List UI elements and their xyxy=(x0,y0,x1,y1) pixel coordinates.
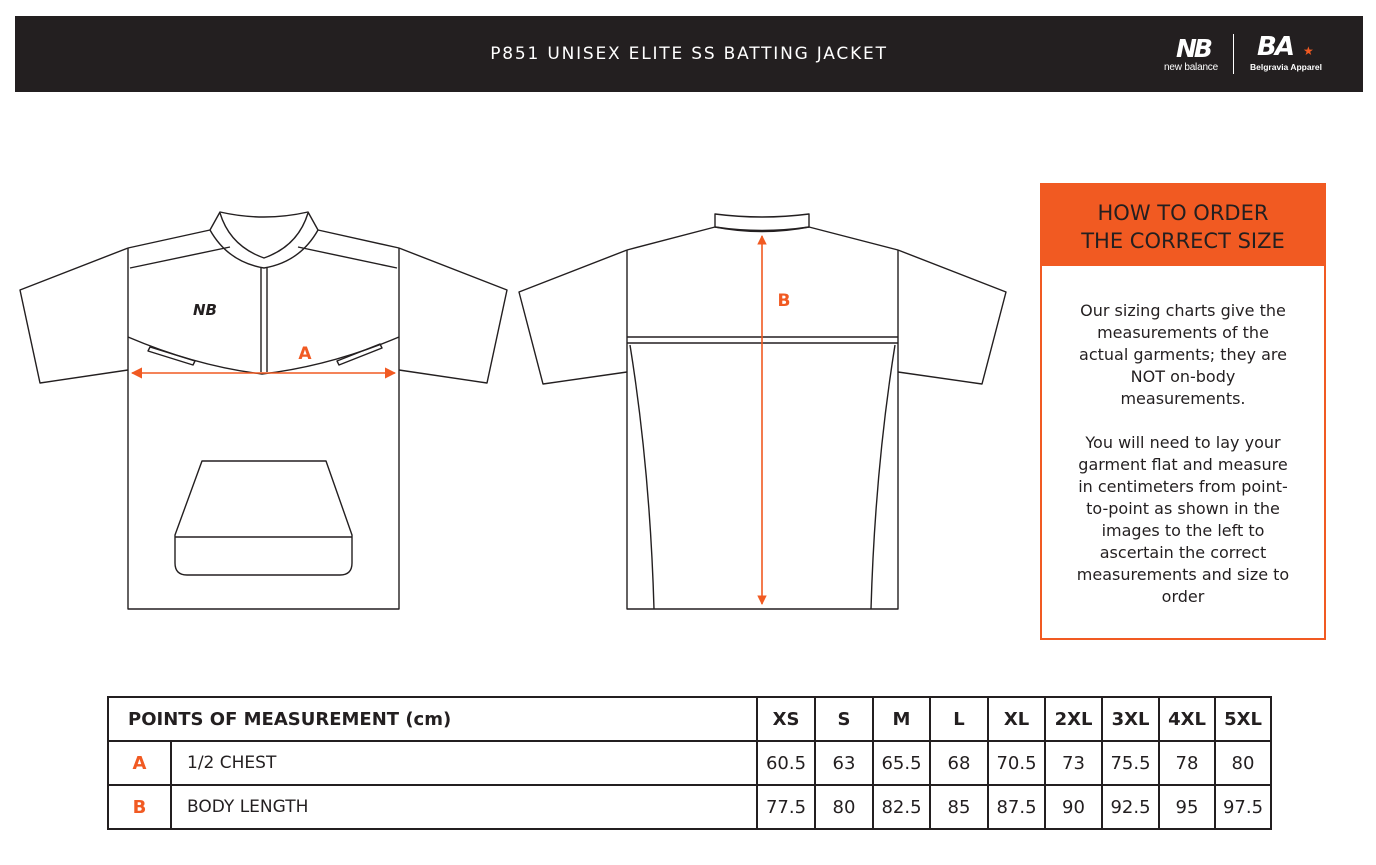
value-cell: 85 xyxy=(930,785,988,829)
value-cell: 78 xyxy=(1159,741,1215,785)
measurement-table xyxy=(107,696,1272,830)
front-view xyxy=(20,212,507,609)
value-cell: 97.5 xyxy=(1215,785,1271,829)
value-cell: 90 xyxy=(1045,785,1102,829)
value-cell: 63 xyxy=(815,741,873,785)
value-cell: 70.5 xyxy=(988,741,1045,785)
info-paragraph-1: Our sizing charts give the measurements of the actual garments; they are NOT on-body measurements. xyxy=(1079,301,1287,408)
table-row xyxy=(108,741,1271,785)
value-cell: 68 xyxy=(930,741,988,785)
chest-logo: NB xyxy=(193,301,217,319)
info-heading xyxy=(1042,185,1324,266)
size-header: S xyxy=(815,697,873,741)
size-header: XS xyxy=(757,697,815,741)
belgravia-mark: BA xyxy=(1257,32,1293,62)
measure-label-b: B xyxy=(777,291,791,311)
value-cell: 95 xyxy=(1159,785,1215,829)
value-cell: 65.5 xyxy=(873,741,930,785)
size-header: M xyxy=(873,697,930,741)
info-heading-line1: HOW TO ORDER xyxy=(1097,201,1269,225)
logo-divider xyxy=(1233,34,1234,74)
size-header: L xyxy=(930,697,988,741)
value-cell: 87.5 xyxy=(988,785,1045,829)
value-cell: 82.5 xyxy=(873,785,930,829)
value-cell: 92.5 xyxy=(1102,785,1159,829)
new-balance-logo xyxy=(1155,36,1227,76)
table-header-row xyxy=(108,697,1271,741)
value-cell: 80 xyxy=(1215,741,1271,785)
new-balance-wordmark: new balance xyxy=(1164,62,1218,73)
table-title: POINTS OF MEASUREMENT (cm) xyxy=(108,697,757,741)
value-cell: 73 xyxy=(1045,741,1102,785)
value-cell: 60.5 xyxy=(757,741,815,785)
value-cell: 77.5 xyxy=(757,785,815,829)
star-icon: ★ xyxy=(1303,44,1314,58)
info-paragraph-2: You will need to lay your garment flat and measure in centimeters from point-to-point as shown in the images to the left to ascertain the correct measurements and size to order xyxy=(1076,433,1290,606)
size-header: 2XL xyxy=(1045,697,1102,741)
belgravia-apparel-logo xyxy=(1241,32,1331,74)
size-header: 3XL xyxy=(1102,697,1159,741)
value-cell: 80 xyxy=(815,785,873,829)
row-label: BODY LENGTH xyxy=(171,785,757,829)
value-cell: 75.5 xyxy=(1102,741,1159,785)
sizing-info-box xyxy=(1040,183,1326,640)
table-row xyxy=(108,785,1271,829)
size-header: 5XL xyxy=(1215,697,1271,741)
row-label: 1/2 CHEST xyxy=(171,741,757,785)
size-header: XL xyxy=(988,697,1045,741)
page-title: P851 UNISEX ELITE SS BATTING JACKET xyxy=(490,44,888,64)
measure-label-a: A xyxy=(298,344,312,364)
new-balance-mark: NB xyxy=(1176,34,1210,63)
size-header: 4XL xyxy=(1159,697,1215,741)
row-key: B xyxy=(108,785,171,829)
info-heading-line2: THE CORRECT SIZE xyxy=(1081,229,1285,253)
info-body xyxy=(1042,266,1324,608)
belgravia-wordmark: Belgravia Apparel xyxy=(1250,62,1322,72)
row-key: A xyxy=(108,741,171,785)
